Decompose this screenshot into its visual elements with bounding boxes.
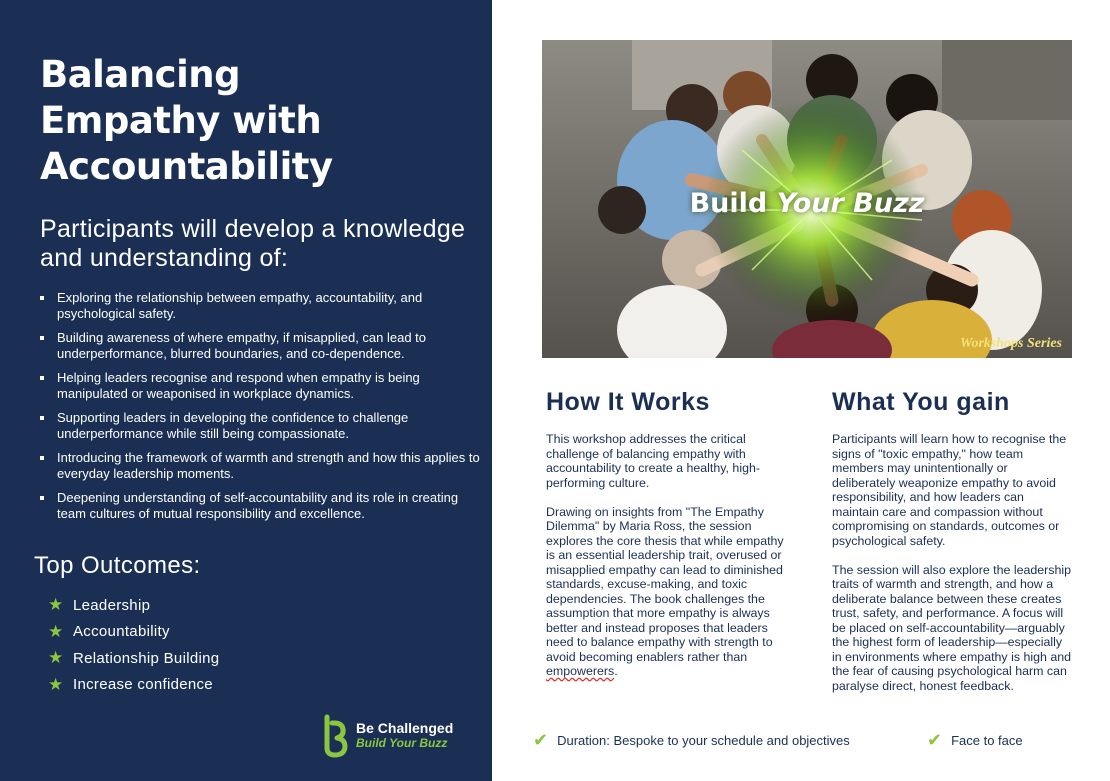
outcome-item [48, 619, 219, 646]
spellcheck-word: empowerers [546, 664, 615, 678]
check-icon: ✔ [533, 730, 549, 750]
photo-title-italic: Your Buzz [776, 188, 925, 219]
logo-line-1: Be Challenged [356, 720, 454, 736]
format-text: Face to face [951, 733, 1023, 748]
bullet-dot-icon [40, 496, 44, 500]
bullet-text: Deepening understanding of self-accountability and its role in creating team cultures of mutual responsibility and excellence. [57, 490, 459, 521]
bullet-text: Helping leaders recognise and respond when empathy is being manipulated or weaponised in workplace dynamics. [57, 370, 420, 401]
outcome-item [48, 672, 219, 699]
bullet-item [38, 490, 483, 522]
how-paragraph: This workshop addresses the critical challenge of balancing empathy with accountability to create a healthy, high-performing culture. [546, 432, 760, 490]
hero-photo [542, 40, 1072, 358]
title-line: Empathy with [40, 99, 322, 142]
star-icon: ★ [48, 595, 64, 615]
outcomes-list [48, 592, 219, 698]
outcome-label: Leadership [73, 596, 151, 614]
star-icon: ★ [48, 648, 64, 668]
check-icon: ✔ [927, 730, 943, 750]
how-it-works-body [546, 432, 786, 693]
how-paragraph-end: . [614, 664, 618, 678]
bullet-item [38, 450, 483, 482]
bullet-item [38, 410, 483, 442]
what-you-gain-heading: What You gain [832, 388, 1010, 416]
bullet-dot-icon [40, 376, 44, 380]
title-line: Balancing [40, 53, 241, 96]
bullet-text: Building awareness of where empathy, if misapplied, can lead to underperformance, blurred boundaries, and co-dependence. [57, 330, 427, 361]
logo-text [356, 721, 453, 751]
title-line: Accountability [40, 145, 333, 188]
bullet-dot-icon [40, 336, 44, 340]
bullet-text: Supporting leaders in developing the confidence to challenge underperformance while still being compassionate. [57, 410, 409, 441]
left-panel [0, 0, 492, 781]
outcomes-heading: Top Outcomes: [34, 552, 201, 579]
format-info [927, 730, 1023, 751]
how-paragraph-2 [546, 505, 786, 679]
duration-text: Duration: Bespoke to your schedule and objectives [557, 733, 850, 748]
duration-info [533, 730, 850, 751]
intro-subtitle: Participants will develop a knowledge and understanding of: [40, 215, 466, 272]
how-it-works-heading: How It Works [546, 388, 710, 416]
bullet-item [38, 330, 483, 362]
photo-title [542, 188, 1072, 219]
bullet-dot-icon [40, 296, 44, 300]
star-icon: ★ [48, 621, 64, 641]
outcome-item [48, 645, 219, 672]
bullet-dot-icon [40, 416, 44, 420]
what-you-gain-body [832, 432, 1072, 708]
logo-mark-icon [318, 714, 352, 758]
logo-line-2: Build Your Buzz [356, 736, 448, 750]
photo-subtitle: Workshops Series [959, 336, 1062, 351]
outcome-label: Accountability [73, 623, 170, 641]
photo-title-part: Build [689, 188, 777, 219]
learning-bullets [38, 290, 483, 530]
star-icon: ★ [48, 674, 64, 694]
bullet-item [38, 290, 483, 322]
outcome-label: Relationship Building [73, 649, 220, 667]
gain-paragraph: Participants will learn how to recognise the signs of "toxic empathy," how team members may unintentionally or deliberately weaponize empathy to avoid responsibility, and how leaders can maintain care and compassion without compromising on standards, outcomes or psychological safety. [832, 432, 1067, 548]
gain-paragraph: The session will also explore the leadership traits of warmth and strength, and how a deliberate balance between these creates trust, safety, and performance. A focus will be placed on self-accountability—arguably the highest form of leadership—especially in environments where empathy is high and the fear of causing psychological harm can paralyse direct, honest feedback. [832, 562, 1071, 693]
brand-logo [318, 714, 453, 758]
outcome-label: Increase confidence [73, 676, 213, 694]
page-title [40, 52, 470, 190]
bullet-text: Introducing the framework of warmth and strength and how this applies to everyday leadership moments. [57, 450, 480, 481]
bullet-text: Exploring the relationship between empathy, accountability, and psychological safety. [57, 290, 423, 321]
bullet-dot-icon [40, 456, 44, 460]
how-paragraph-text: Drawing on insights from "The Empathy Dilemma" by Maria Ross, the session explores the core thesis that while empathy is an essential leadership trait, overused or misapplied empathy can lead to diminished standards, excuse-making, and toxic dependencies. The book challenges the assumption that more empathy is always better and instead proposes that leaders need to balance empathy with strength to avoid becoming enablers rather than [546, 504, 784, 664]
bullet-item [38, 370, 483, 402]
outcome-item [48, 592, 219, 619]
